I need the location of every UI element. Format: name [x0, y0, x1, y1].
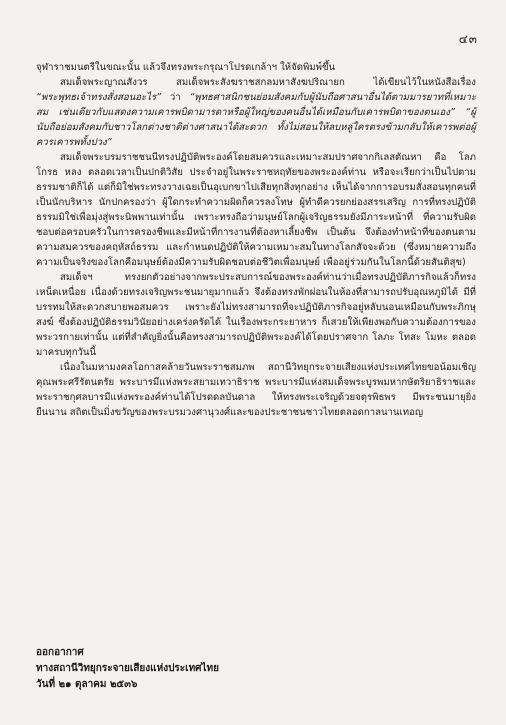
body-text [36, 60, 476, 420]
book-title: “พระพุทธเจ้าทรงสั่งสอนอะไร” [36, 92, 162, 103]
page-number: ๔๓ [458, 32, 478, 46]
paragraph-conduct: สมเด็จพระบรมราชชนนีทรงปฏิบัติพระองค์โดยสมควรและเหมาะสมปราศจากกิเลสตัณหา คือ โลภ โกรธ หลง ตลอดเวลาเป็นปกติวิสัย ประจำอยู่ในพระราชหฤทัยของพระองค์ท่าน หรือจะเรียกว่าเป็นไปตามธรรมชาติก็ได้ แต่ก็มิใช่พระทรงวางเฉยเป็นอุเบกขาไปเสียทุกสิ่งทุกอย่าง เห็นได้จากการอบรมสั่งสอนทุกคนที่เป็นนักบริหาร นักปกครองว่า ผู้ใดกระทำความผิดก็ควรลงโทษ ผู้ทำดีควรยกย่องสรรเสริญ การที่ทรงปฏิบัติธรรมมิใช่เพื่อมุ่งสู่พระนิพพานเท่านั้น เพราะทรงถือว่ามนุษย์โลกผู้เจริญธรรมยังมีภาระหน้าที่ ที่ความรับผิดชอบต่อครอบครัวในการครองชีพและมีหน้าที่การงานที่ต้องหาเลี้ยงชีพ เป็นต้น จึงต้องทำหน้าที่ของตนตามความสมควรของคฤหัสถ์ธรรม และกำหนดปฏิบัติให้ความเหมาะสมในทางโลกสัจจะด้วย (ซึ่งหมายความถึงความเป็นจริงของโลกคือมนุษย์ต้องมีความรับผิดชอบต่อชีวิตเพื่อมนุษย์ เพื่ออยู่ร่วมกันในโลกนี้ด้วยสันติสุข) [36, 152, 476, 268]
lead-line: จุฬาราชมนตรีในขณะนั้น แล้วจึงทรงพระกรุณาโปรดเกล้าฯ ให้จัดพิมพ์ขึ้น [36, 62, 336, 73]
broadcast-closing [36, 645, 219, 693]
paragraph-quotation [36, 75, 476, 150]
quote-two: “ผู้นับถือย่อมสังคมกับชาวโลกต่างชาติต่างศาสนาได้สะดวก ทั้งไม่สอนให้ลบหลู่ใครตรงข้ามกลับให้เคารพต่อผู้ควรเคารพทั้งปวง” [36, 107, 476, 148]
paragraph-blessing: เนื่องในมหามงคลโอกาสคล้ายวันพระราชสมภพ สถานีวิทยุกระจายเสียงแห่งประเทศไทยขอน้อมเชิญคุณพระศรีรัตนตรัย พระบารมีแห่งพระสยามเทวาธิราช พระบารมีแห่งสมเด็จพระบูรพมหากษัตริยาธิราชและพระราชกุศลบารมีแห่งพระองค์ท่านได้โปรดดลบันดาล ให้ทรงพระเจริญด้วยจตุรพิธพร มีพระชนมายุยิ่งยืนนาน สถิตเป็นมิ่งขวัญของพระบรมวงศานุวงศ์และของประชาชนชาวไทยตลอดกาลนานเทอญ [36, 362, 476, 418]
quote-space [455, 107, 465, 118]
quote-intro: สมเด็จพระญาณสังวร สมเด็จพระสังฆราชสกลมหาสังฆปริณายก ได้เขียนไว้ในหนังสือเรื่อง [60, 77, 476, 88]
quote-one: “พุทธศาสนิกชนย่อมสังคมกับผู้นับถือศาสนาอื่นได้ตามมารยาทที่เหมาะสม เช่นเดียวกับแสดงความเคารพบิดามารดาหรือผู้ใหญ่ของคนอื่นได้เหมือนกับเคารพบิดาของตนเอง” [36, 92, 476, 118]
quote-connector: ว่า [161, 92, 190, 103]
closing-station: ทางสถานีวิทยุกระจายเสียงแห่งประเทศไทย [36, 663, 220, 674]
closing-date: วันที่ ๒๑ ตุลาคม ๒๕๓๖ [36, 679, 138, 690]
closing-aired: ออกอากาศ [36, 647, 84, 658]
paragraph-example: สมเด็จฯ ทรงยกตัวอย่างจากพระประสบการณ์ของพระองค์ท่านว่าเมื่อทรงปฏิบัติภารกิจแล้วก็ทรงเหน็ดเหนื่อย เนื่องด้วยทรงเจริญพระชนมายุมากแล้ว จึงต้องทรงพักผ่อนในห้องที่สามารถปรับอุณหภูมิได้ มีที่บรรทมให้สะดวกสบายพอสมควร เพราะยังไม่ทรงสามารถที่จะปฏิบัติภารกิจอยู่หลับนอนเหมือนกับพระภิกษุสงฆ์ ซึ่งต้องปฏิบัติธรรมวินัยอย่างเคร่งครัดได้ ในเรื่องพระกระยาหาร ก็เสวยให้เพียงพอกับความต้องการของพระวรกายเท่านั้น แต่ที่สำคัญยิ่งนั้นคือทรงสามารถปฏิบัติพระองค์ได้โดยปราศจาก โลภะ โทสะ โมหะ ตลอดมาครบทุกวันนี้ [36, 272, 476, 358]
